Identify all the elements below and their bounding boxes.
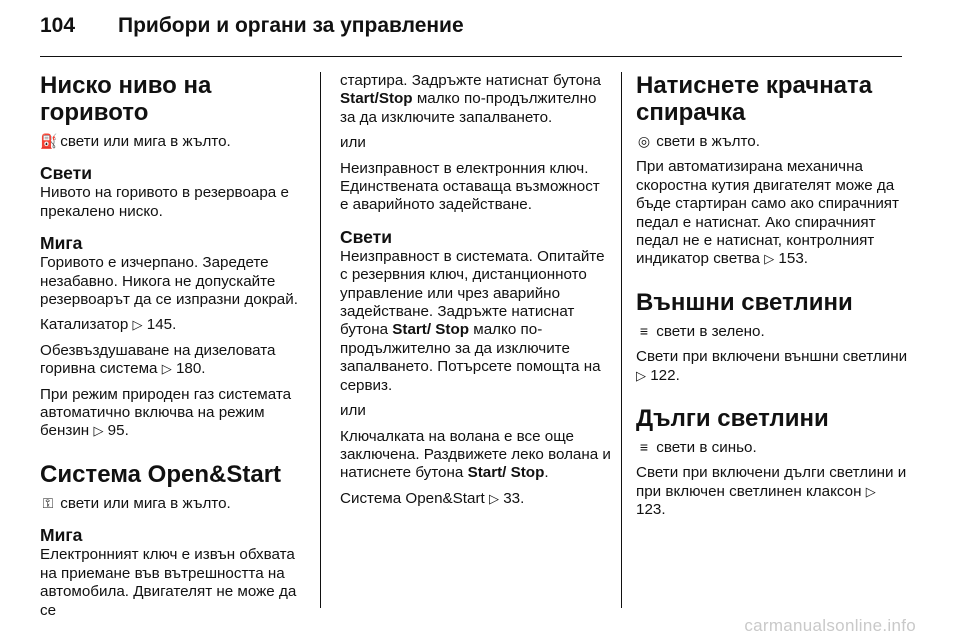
exterior-lights-icon: ≡ — [639, 322, 649, 339]
paragraph: ⚿ свети или мига в жълто. — [40, 494, 308, 513]
paragraph: Ключалката на волана е все още заключена. Раздвижете леко волана и натиснете бутона Start/ Stop. — [340, 427, 611, 482]
column-3 — [636, 72, 908, 527]
reference-arrow-icon: ▷ — [132, 317, 143, 333]
fuel-pump-icon: ⛽ — [40, 133, 58, 149]
cross-reference: При режим природен газ системата автоматично включва на режим бензин ▷ 95. — [40, 385, 292, 440]
reference-arrow-icon: ▷ — [488, 490, 499, 506]
reference-arrow-icon: ▷ — [865, 483, 876, 499]
watermark: carmanualsonline.info — [744, 616, 916, 635]
cross-reference: Катализатор ▷ 145. — [40, 316, 177, 334]
button-name: Start/ Stop — [467, 464, 545, 482]
brake-pedal-icon: ◎ — [637, 133, 651, 149]
section-heading: Дълги светлини — [636, 405, 829, 433]
cross-reference: Свети при включени дълги светлини и при включен светлинен клаксон ▷ 123. — [636, 464, 907, 519]
paragraph: Неизправност в електронния ключ. Единствената оставаща възможност е аварийното задействане. — [340, 159, 600, 214]
subheading: Свети — [340, 226, 392, 247]
column-divider — [621, 72, 622, 608]
column-1 — [40, 72, 308, 627]
paragraph: стартира. Задръжте натиснат бутона Start/Stop малко по-продължително за да изключите запалването. — [340, 72, 601, 126]
paragraph: или — [340, 402, 366, 420]
paragraph: ⛽ свети или мига в жълто. — [40, 133, 231, 150]
cross-reference: Свети при включени външни светлини ▷ 122. — [636, 348, 908, 384]
paragraph: Неизправност в системата. Опитайте с резервния ключ, дистанционното управление или чрез аварийно задействане. Задръжте натиснат бутона Start/ Stop малко по-продължително за да изключите запалването. Потърсете помощта на сервиз. — [340, 247, 605, 394]
paragraph: ≡ свети в синьо. — [636, 438, 908, 457]
paragraph: Нивото на горивото в резервоара е прекалено ниско. — [40, 184, 289, 220]
button-name: Start/ Stop — [392, 321, 470, 339]
paragraph: ≡ свети в зелено. — [636, 322, 908, 341]
subheading: Свети — [40, 163, 92, 184]
key-fob-icon: ⚿ — [42, 494, 54, 511]
subheading: Мига — [40, 525, 83, 546]
section-heading: Ниско ниво на горивото — [40, 72, 212, 126]
paragraph: Електронният ключ е извън обхвата на приемане във вътрешността на автомобила. Двигателят не може да се — [40, 546, 297, 619]
page-title: Прибори и органи за управление — [118, 14, 464, 37]
page-number: 104 — [40, 14, 76, 37]
button-name: Start/Stop — [340, 90, 413, 108]
header-divider — [40, 56, 902, 57]
high-beam-icon: ≡ — [639, 439, 649, 456]
page-header — [40, 14, 464, 38]
reference-arrow-icon: ▷ — [636, 367, 646, 383]
column-divider — [320, 72, 321, 608]
reference-arrow-icon: ▷ — [161, 361, 172, 377]
paragraph: Горивото е изчерпано. Заредете незабавно. Никога не допускайте резервоарът да се изпразни докрай. — [40, 254, 298, 309]
paragraph: При автоматизирана механична скоростна кутия двигателят може да бъде стартиран само ако спирачният педал е натиснат. Ако спирачният педал не е натиснат, контролният индикатор светва ▷ 153. — [636, 158, 899, 268]
section-heading: Система Open&Start — [40, 460, 282, 488]
reference-arrow-icon: ▷ — [93, 423, 104, 439]
cross-reference: Система Open&Start ▷ 33. — [340, 489, 525, 507]
reference-arrow-icon: ▷ — [764, 251, 775, 267]
column-2 — [340, 72, 612, 515]
subheading: Мига — [40, 233, 83, 254]
section-heading: Външни светлини — [636, 288, 853, 316]
paragraph: ◎ свети в жълто. — [637, 133, 760, 150]
cross-reference: Обезвъздушаване на дизеловата горивна система ▷ 180. — [40, 341, 276, 378]
section-heading: Натиснете крачната спирачка — [636, 72, 873, 126]
paragraph: или — [340, 134, 366, 152]
